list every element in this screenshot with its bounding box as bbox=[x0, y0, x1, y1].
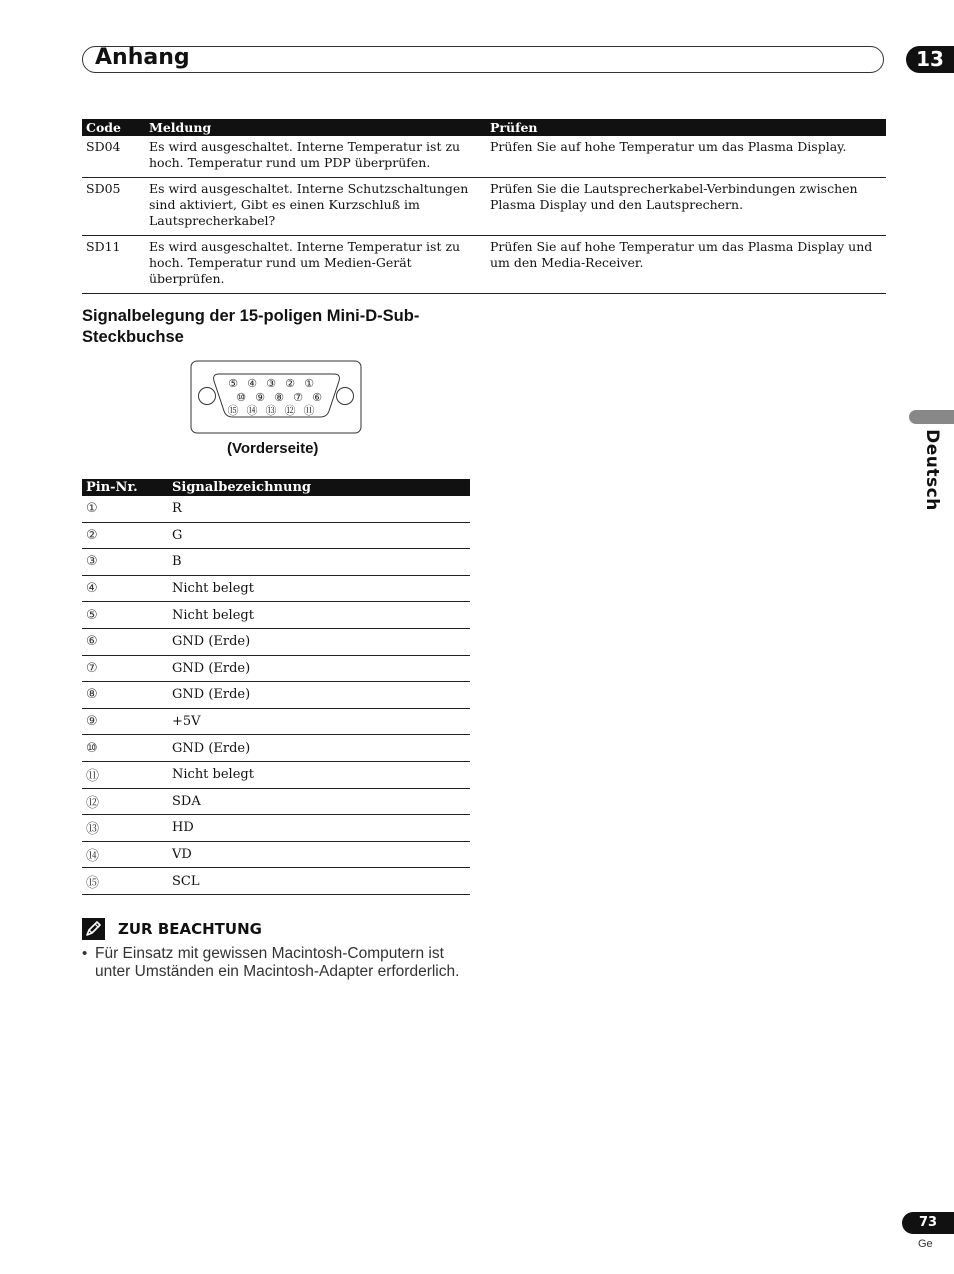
pin-number: ⑥ bbox=[82, 628, 168, 655]
pencil-note-icon bbox=[82, 918, 105, 940]
pin-number: ④ bbox=[82, 575, 168, 602]
table-row bbox=[82, 682, 470, 709]
column-header-code: Code bbox=[82, 119, 145, 136]
table-row bbox=[82, 236, 886, 294]
signal-name: G bbox=[168, 522, 470, 549]
connector-pin-label: ⑤ bbox=[228, 377, 238, 390]
language-code: Ge bbox=[918, 1238, 933, 1250]
table-row bbox=[82, 735, 470, 762]
header-bar bbox=[82, 46, 884, 73]
error-message: Es wird ausgeschaltet. Interne Temperatur ist zu hoch. Temperatur rund um PDP überprüfen. bbox=[145, 136, 486, 178]
pin-number: ③ bbox=[82, 549, 168, 576]
pin-number: ⑦ bbox=[82, 655, 168, 682]
signal-name: SCL bbox=[168, 868, 470, 895]
error-message: Es wird ausgeschaltet. Interne Temperatur ist zu hoch. Temperatur rund um Medien-Gerät überprüfen. bbox=[145, 236, 486, 294]
signal-name: GND (Erde) bbox=[168, 682, 470, 709]
signal-name: GND (Erde) bbox=[168, 628, 470, 655]
error-code: SD04 bbox=[82, 136, 145, 178]
dsub-connector-diagram bbox=[189, 359, 364, 435]
connector-pin-label: ⑨ bbox=[255, 391, 265, 404]
pin-number: ⑫ bbox=[82, 788, 168, 815]
signal-name: R bbox=[168, 496, 470, 522]
pin-number: ⑮ bbox=[82, 868, 168, 895]
page-number: 73 bbox=[902, 1212, 954, 1234]
mounting-hole-right bbox=[337, 388, 354, 405]
pin-number: ⑩ bbox=[82, 735, 168, 762]
table-row bbox=[82, 549, 470, 576]
pin-number: ⑪ bbox=[82, 761, 168, 788]
table-row bbox=[82, 178, 886, 236]
table-row bbox=[82, 788, 470, 815]
pin-number: ⑧ bbox=[82, 682, 168, 709]
error-code-table bbox=[82, 119, 886, 294]
chapter-badge: 13 bbox=[906, 46, 954, 73]
table-row bbox=[82, 496, 470, 522]
table-row bbox=[82, 761, 470, 788]
connector-pin-label: ④ bbox=[247, 377, 257, 390]
pin-number: ⑨ bbox=[82, 708, 168, 735]
connector-pin-label: ⑮ bbox=[227, 404, 239, 417]
error-check: Prüfen Sie auf hohe Temperatur um das Plasma Display. bbox=[486, 136, 886, 178]
connector-pin-label: ⑪ bbox=[303, 404, 315, 417]
table-row bbox=[82, 136, 886, 178]
connector-pin-label: ③ bbox=[266, 377, 276, 390]
signal-name: B bbox=[168, 549, 470, 576]
pin-number: ⑬ bbox=[82, 815, 168, 842]
column-header-check: Prüfen bbox=[486, 119, 886, 136]
connector-caption: (Vorderseite) bbox=[227, 440, 319, 457]
language-tab-marker bbox=[909, 410, 954, 424]
signal-name: Nicht belegt bbox=[168, 575, 470, 602]
connector-pin-label: ① bbox=[304, 377, 314, 390]
section-heading: Signalbelegung der 15-poligen Mini-D-Sub-Steckbuchse bbox=[82, 307, 420, 346]
error-message: Es wird ausgeschaltet. Interne Schutzschaltungen sind aktiviert, Gibt es einen Kurzschluß im Lautsprecherkabel? bbox=[145, 178, 486, 236]
signal-name: VD bbox=[168, 841, 470, 868]
signal-name: SDA bbox=[168, 788, 470, 815]
error-check: Prüfen Sie die Lautsprecherkabel-Verbindungen zwischen Plasma Display und den Lautsprechern. bbox=[486, 178, 886, 236]
page-title: Anhang bbox=[95, 45, 190, 70]
mounting-hole-left bbox=[199, 388, 216, 405]
note-text: Für Einsatz mit gewissen Macintosh-Computern ist unter Umständen ein Macintosh-Adapter erforderlich. bbox=[95, 945, 460, 980]
signal-name: +5V bbox=[168, 708, 470, 735]
table-row bbox=[82, 708, 470, 735]
pin-number: ① bbox=[82, 496, 168, 522]
table-row bbox=[82, 841, 470, 868]
connector-pin-label: ⑭ bbox=[246, 404, 258, 417]
pin-assignment-table bbox=[82, 479, 470, 895]
signal-name: Nicht belegt bbox=[168, 602, 470, 629]
note-title: ZUR BEACHTUNG bbox=[118, 920, 262, 938]
table-row bbox=[82, 575, 470, 602]
connector-pin-label: ⑬ bbox=[265, 404, 277, 417]
pin-number: ⑭ bbox=[82, 841, 168, 868]
signal-name: HD bbox=[168, 815, 470, 842]
table-row bbox=[82, 868, 470, 895]
table-row bbox=[82, 602, 470, 629]
signal-name: Nicht belegt bbox=[168, 761, 470, 788]
language-tab-label: Deutsch bbox=[922, 429, 942, 511]
error-check: Prüfen Sie auf hohe Temperatur um das Plasma Display und um den Media-Receiver. bbox=[486, 236, 886, 294]
table-row bbox=[82, 815, 470, 842]
column-header-signal: Signalbezeichnung bbox=[168, 479, 470, 496]
column-header-message: Meldung bbox=[145, 119, 486, 136]
connector-pin-label: ② bbox=[285, 377, 295, 390]
note-bullet: • bbox=[82, 945, 88, 962]
pin-number: ⑤ bbox=[82, 602, 168, 629]
connector-pin-label: ⑥ bbox=[312, 391, 322, 404]
error-code: SD05 bbox=[82, 178, 145, 236]
signal-name: GND (Erde) bbox=[168, 735, 470, 762]
connector-pin-label: ⑫ bbox=[284, 404, 296, 417]
connector-pin-label: ⑦ bbox=[293, 391, 303, 404]
column-header-pin: Pin-Nr. bbox=[82, 479, 168, 496]
table-row bbox=[82, 522, 470, 549]
error-code: SD11 bbox=[82, 236, 145, 294]
pin-number: ② bbox=[82, 522, 168, 549]
connector-pin-label: ⑩ bbox=[236, 391, 246, 404]
signal-name: GND (Erde) bbox=[168, 655, 470, 682]
table-row bbox=[82, 628, 470, 655]
connector-pin-label: ⑧ bbox=[274, 391, 284, 404]
table-row bbox=[82, 655, 470, 682]
